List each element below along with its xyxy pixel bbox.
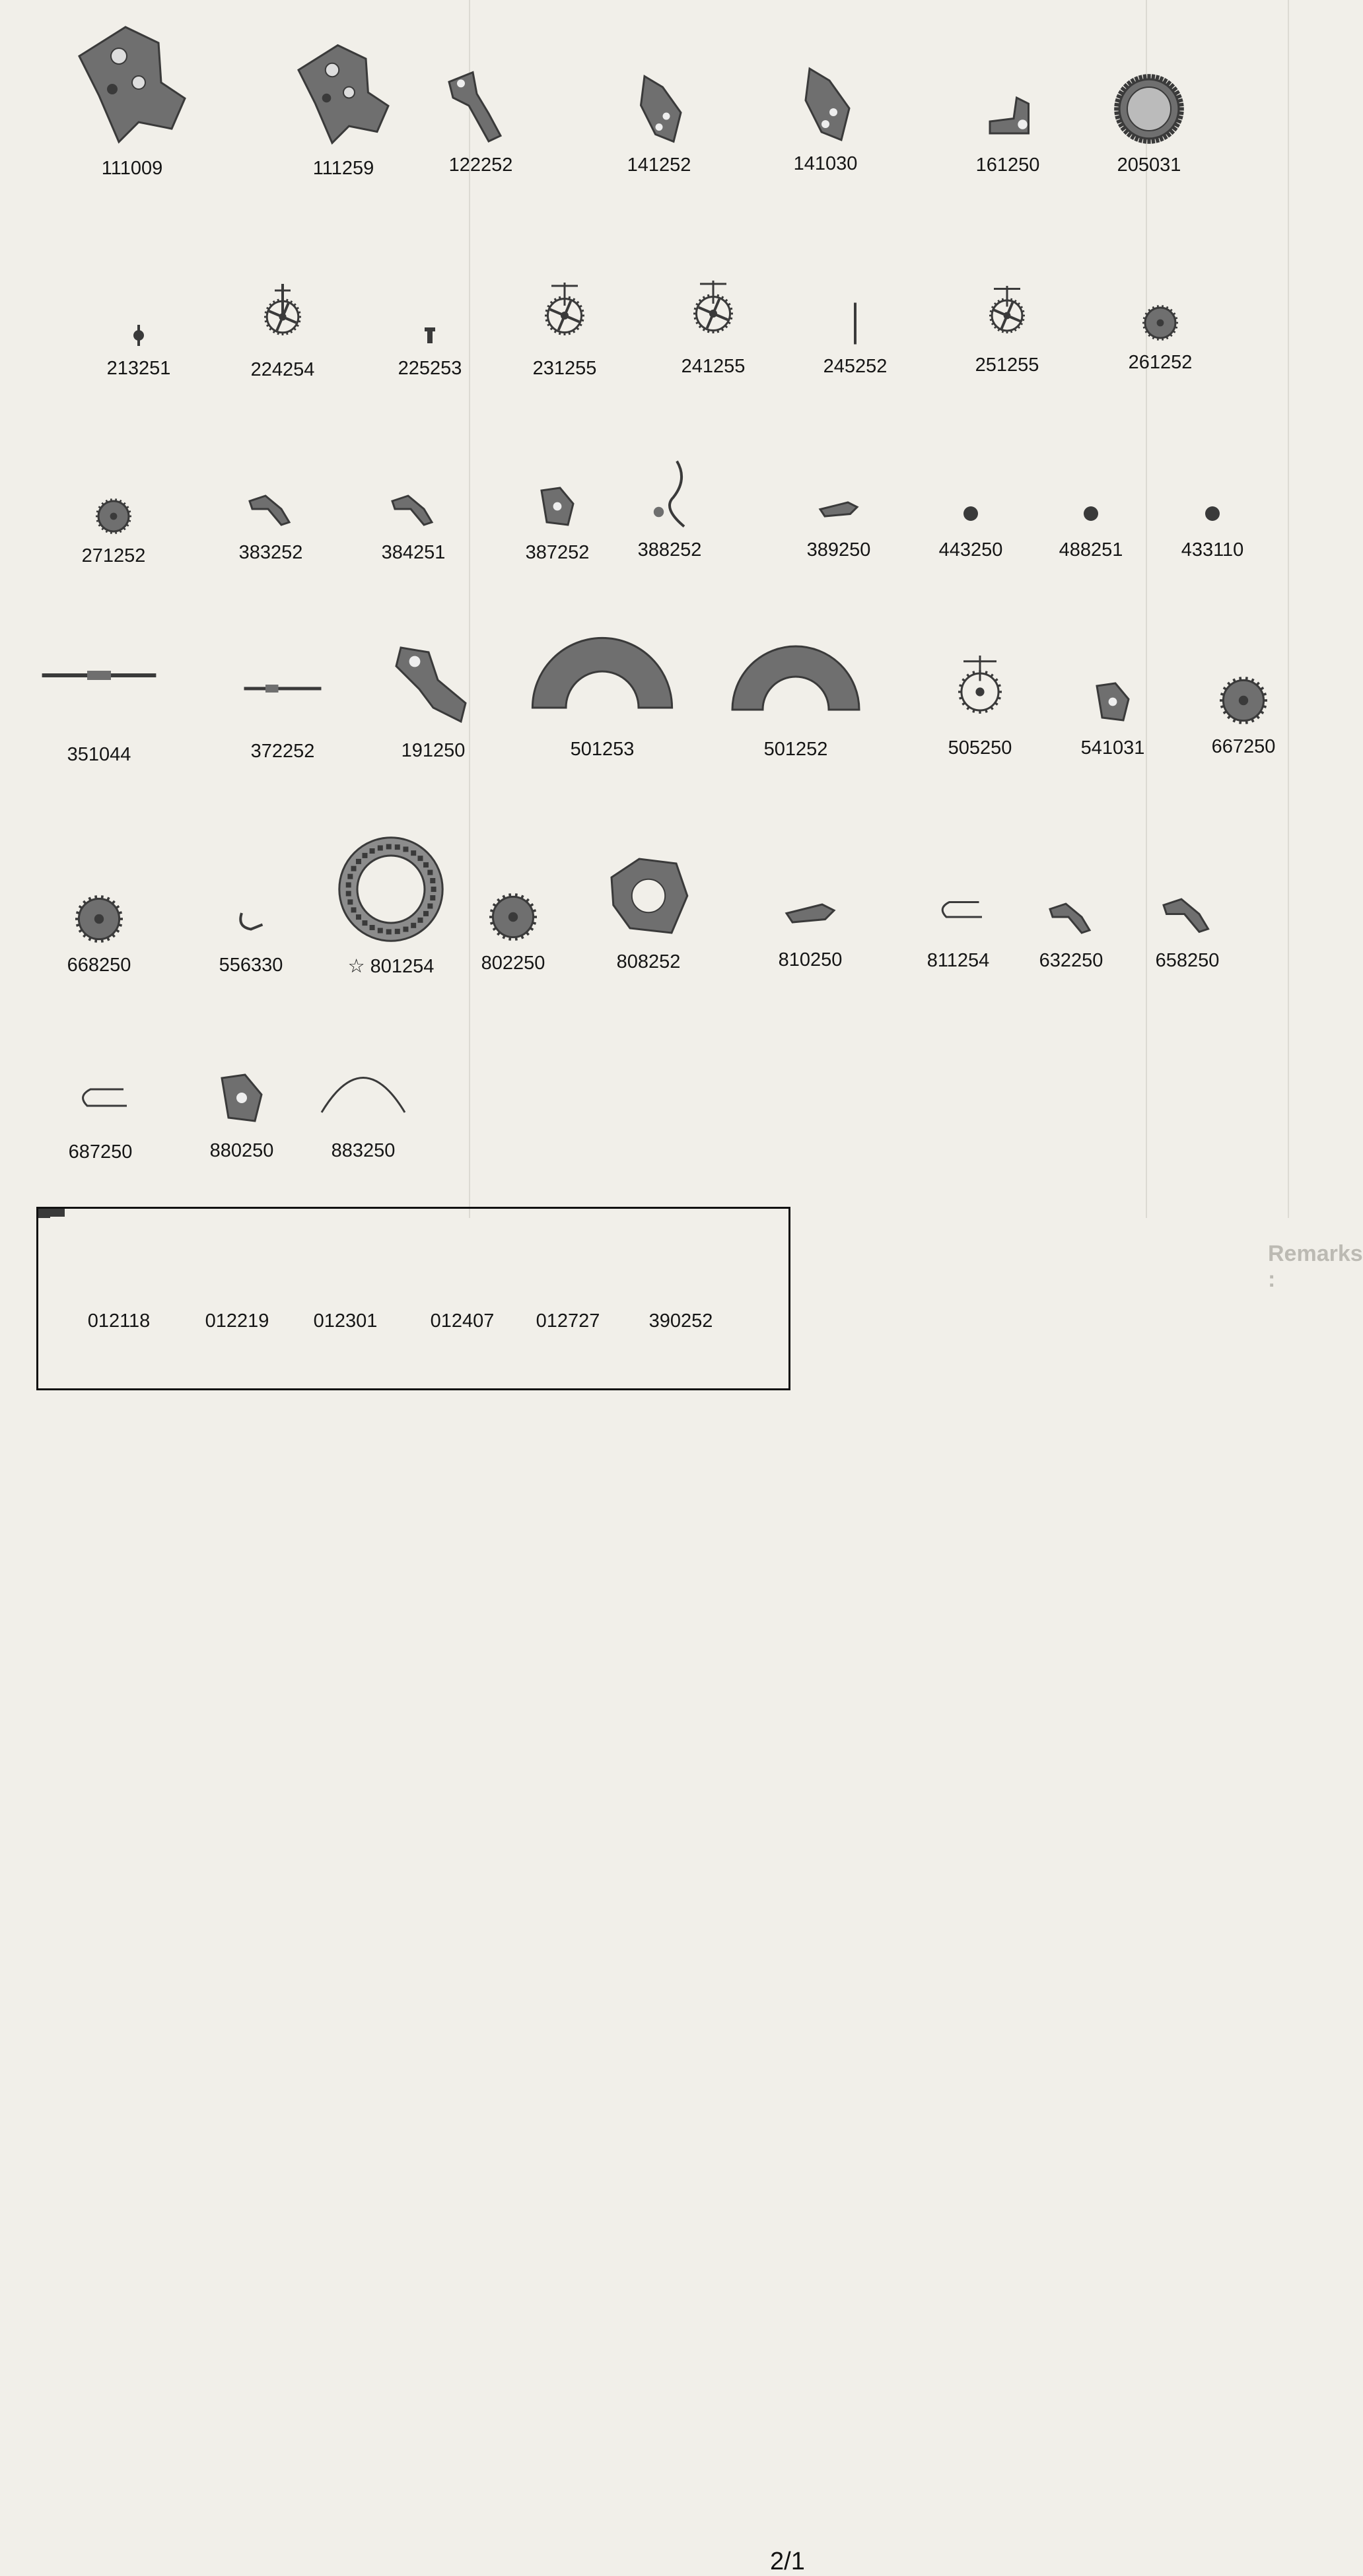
oscillating-weight-icon (530, 584, 675, 733)
part-number-label (1081, 737, 1145, 759)
part-number: 141030 (793, 153, 858, 174)
date-wheel-small-icon (1217, 674, 1270, 730)
part-224254 (250, 284, 316, 350)
part-383252 (244, 480, 297, 533)
jewel-icon (1196, 497, 1229, 533)
part-number-label (398, 358, 462, 380)
small-plate-icon (1086, 675, 1139, 731)
part-number-label (67, 744, 131, 766)
part-number: 012407 (430, 1310, 495, 1332)
corrector-lever-icon (1158, 881, 1217, 944)
part-351044 (40, 616, 158, 735)
part-number: 808252 (616, 951, 681, 972)
part-390252 (38, 1209, 236, 1311)
part-number-label (69, 1141, 133, 1163)
part-205031 (1113, 73, 1185, 145)
part-number-label (823, 356, 888, 378)
fourth-wheel-icon (680, 281, 746, 350)
part-number-label (332, 1140, 396, 1162)
part-number: 880250 (209, 1140, 274, 1161)
part-number-label (571, 739, 635, 761)
spring-lever-icon (633, 458, 706, 533)
part-number-label (617, 951, 681, 973)
part-number-label (449, 154, 513, 176)
part-number: 225253 (398, 358, 462, 379)
wheel-bridge-icon (623, 73, 695, 149)
mainspring-barrel-icon (1113, 73, 1185, 149)
part-443250 (954, 497, 987, 530)
part-number-label (807, 539, 871, 561)
part-number: 541031 (1080, 737, 1145, 759)
part-number: 111259 (312, 158, 374, 179)
part-141252 (623, 73, 695, 145)
part-883250 (317, 1038, 409, 1131)
part-number: 012727 (536, 1310, 600, 1332)
part-number-label (1156, 950, 1220, 972)
part-number: 213251 (106, 358, 171, 379)
reversing-wheel-icon (944, 656, 1016, 731)
part-number: 224254 (250, 359, 315, 380)
part-number: 443250 (938, 539, 1003, 560)
wire-spring-icon (67, 1066, 133, 1135)
minute-wheel-icon (1140, 303, 1180, 346)
part-number: 271252 (81, 545, 146, 566)
part-433110 (1196, 497, 1229, 530)
date-driving-wheel-icon (73, 893, 125, 949)
part-388252 (633, 458, 706, 530)
part-number: 241255 (681, 356, 746, 377)
part-number: 390252 (648, 1310, 713, 1332)
part-number-label (82, 545, 146, 567)
part-384251 (387, 480, 440, 533)
small-spring-icon (228, 899, 274, 949)
part-number: 433110 (1181, 539, 1244, 560)
part-number-label (402, 740, 466, 762)
part-number-label (313, 158, 374, 180)
long-screw-icon (38, 1209, 236, 1311)
part-number: 205031 (1117, 154, 1181, 176)
part-number-label (927, 950, 990, 972)
part-556330 (228, 899, 274, 945)
part-245252 (832, 300, 878, 347)
part-880250 (209, 1065, 275, 1131)
part-271252 (94, 496, 133, 536)
part-number: 687250 (68, 1141, 133, 1163)
part-number-label (533, 358, 597, 380)
column-divider-1 (469, 0, 470, 1218)
star-marker: ☆ (347, 956, 370, 977)
date-jumper-icon (781, 881, 840, 943)
part-number: 111009 (101, 158, 163, 179)
part-number-label (1212, 736, 1276, 758)
oscillating-weight-icon (730, 597, 862, 733)
part-number-label (251, 741, 315, 763)
part-number-label (481, 953, 545, 974)
escape-wheel-icon (977, 286, 1037, 349)
part-number: 505250 (948, 737, 1012, 759)
part-122252 (441, 66, 520, 145)
hook-plate-icon (209, 1065, 275, 1134)
part-number-label (107, 358, 171, 380)
part-number: 488251 (1059, 539, 1123, 560)
part-number: 261252 (1128, 352, 1193, 373)
part-number-label (205, 1310, 269, 1332)
part-161250 (978, 86, 1037, 145)
part-number: 012301 (313, 1310, 378, 1332)
part-number: 802250 (481, 953, 545, 974)
part-number: 191250 (401, 740, 466, 761)
pinion-pin-icon (417, 322, 443, 352)
part-632250 (1045, 888, 1098, 941)
part-number-label (88, 1310, 151, 1332)
hour-wheel-icon (94, 496, 133, 539)
part-number-label (382, 542, 446, 564)
part-number: 810250 (778, 949, 843, 970)
part-501253 (530, 584, 675, 729)
part-number-label (638, 539, 702, 561)
column-divider-2 (1146, 0, 1147, 1218)
part-number: 668250 (67, 955, 131, 976)
part-111009 (66, 17, 198, 149)
part-141030 (786, 65, 865, 144)
small-pinion-icon (125, 322, 152, 352)
part-number: 372252 (250, 741, 315, 762)
lever-plate-icon (531, 480, 584, 536)
click-icon (816, 484, 862, 533)
part-number: 556330 (219, 955, 283, 976)
part-668250 (73, 893, 125, 945)
part-number: 387252 (525, 542, 590, 563)
wheel-bridge-icon (786, 65, 865, 147)
part-number-label (939, 539, 1003, 561)
part-number: 883250 (331, 1140, 396, 1161)
part-225253 (417, 322, 443, 349)
part-number-label (67, 955, 131, 976)
part-number: 632250 (1039, 950, 1103, 971)
part-number-label (348, 955, 435, 978)
part-number-label (102, 158, 162, 180)
part-801254 (335, 833, 447, 945)
part-number: 251255 (975, 355, 1039, 376)
part-658250 (1158, 881, 1217, 941)
setting-lever-icon (387, 480, 440, 536)
part-number-label (1181, 539, 1244, 561)
part-number-label (764, 739, 828, 761)
part-number-label (219, 955, 283, 976)
part-number-label (1059, 539, 1123, 561)
part-810250 (781, 881, 840, 940)
bridge-arm-icon (441, 66, 520, 149)
jewel-icon (954, 497, 987, 533)
part-387252 (531, 480, 584, 533)
remarks-heading: Remarks : (1268, 1241, 1363, 1292)
part-number-label (526, 542, 590, 564)
part-number-label (251, 359, 315, 381)
part-number: 383252 (238, 542, 303, 563)
part-number: 501253 (570, 739, 635, 760)
part-number-label (649, 1310, 713, 1332)
part-number: 388252 (637, 539, 702, 560)
part-number: 667250 (1211, 736, 1276, 757)
part-687250 (67, 1066, 133, 1132)
part-number-label (239, 542, 303, 564)
part-261252 (1140, 303, 1180, 343)
part-number: 245252 (823, 356, 888, 377)
part-number-label (431, 1310, 495, 1332)
date-dial-ring-icon (335, 833, 447, 949)
part-111259 (287, 36, 400, 149)
part-213251 (125, 322, 152, 349)
part-number: 012118 (87, 1310, 151, 1332)
part-191250 (387, 638, 479, 731)
part-501252 (730, 597, 862, 729)
small-lever-icon (1045, 888, 1098, 944)
part-251255 (977, 286, 1037, 345)
part-number-label (314, 1310, 378, 1332)
part-number-label (948, 737, 1012, 759)
part-number: 811254 (926, 950, 990, 971)
part-number-label (210, 1140, 274, 1162)
part-number: 351044 (67, 744, 131, 765)
part-372252 (240, 646, 326, 731)
center-wheel-icon (250, 284, 316, 353)
part-number: 384251 (381, 542, 446, 563)
dial-guard-plate-icon (602, 850, 695, 945)
part-number-label (536, 1310, 600, 1332)
part-number-label (975, 355, 1039, 376)
part-number: 122252 (448, 154, 513, 176)
part-number: 012219 (205, 1310, 269, 1332)
part-811254 (928, 881, 988, 941)
part-505250 (944, 656, 1016, 728)
third-wheel-icon (532, 283, 598, 352)
part-number-label (976, 154, 1040, 176)
part-number-label (794, 153, 858, 175)
part-number: 501252 (763, 739, 828, 760)
winding-stem-icon (40, 616, 158, 738)
wire-spring-icon (928, 881, 988, 944)
part-389250 (816, 484, 862, 530)
part-541031 (1086, 675, 1139, 728)
part-number-label (779, 949, 843, 971)
part-number-label (1129, 352, 1193, 374)
main-plate-icon (66, 17, 198, 152)
part-number: 141252 (627, 154, 691, 176)
part-number-label (1117, 154, 1181, 176)
seconds-pinion-icon (832, 300, 878, 350)
part-number: 801254 (370, 956, 435, 977)
part-number-label (1039, 950, 1103, 972)
part-number: 161250 (975, 154, 1040, 176)
part-488251 (1074, 497, 1107, 530)
part-number: 389250 (806, 539, 871, 560)
scale-ratio (770, 2548, 805, 2576)
part-231255 (532, 283, 598, 349)
arc-spring-icon (317, 1038, 409, 1134)
scale-ratio-text: 2/1 (770, 2548, 805, 2575)
screws-panel (36, 1207, 805, 2575)
automatic-bridge-icon (387, 638, 479, 734)
part-number: 231255 (532, 358, 597, 379)
part-808252 (602, 850, 695, 942)
part-number: 658250 (1155, 950, 1220, 971)
part-number-label (627, 154, 691, 176)
intermediate-wheel-icon (487, 891, 540, 947)
part-number-label (682, 356, 746, 378)
small-bridge-icon (978, 86, 1037, 149)
part-667250 (1217, 674, 1270, 727)
stem-pin-icon (240, 646, 326, 735)
jewel-icon (1074, 497, 1107, 533)
main-plate-icon (287, 36, 400, 152)
column-divider-3 (1288, 0, 1289, 1218)
part-241255 (680, 281, 746, 347)
part-802250 (487, 891, 540, 943)
clutch-lever-icon (244, 480, 297, 536)
